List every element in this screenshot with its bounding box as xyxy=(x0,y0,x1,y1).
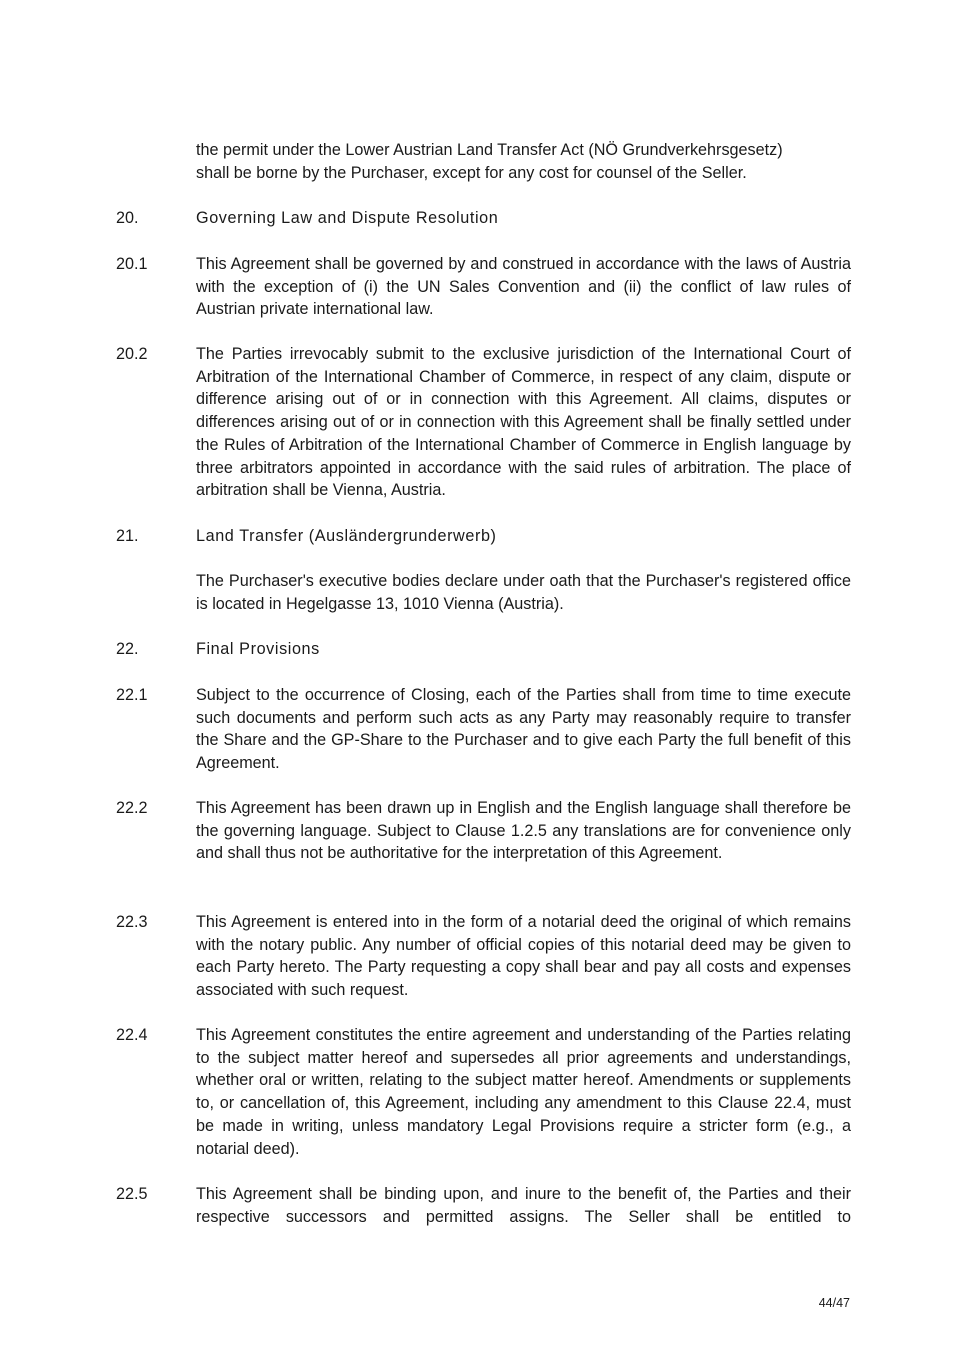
clause-text: This Agreement shall be governed by and construed in accordance with the laws of Austria with the exception of (i) the UN Sales Convention and (ii) the conflict of law rules of Austrian private international law. xyxy=(196,255,851,319)
continuation-paragraph xyxy=(196,139,851,184)
clause-number: 22.3 xyxy=(116,913,148,931)
page-number: 44/47 xyxy=(818,1296,850,1310)
section-body-text: The Purchaser's executive bodies declare under oath that the Purchaser's registered office is located in Hegelgasse 13, 1010 Vienna (Austria). xyxy=(196,572,851,613)
continuation-line-1: the permit under the Lower Austrian Land Transfer Act (NÖ Grundverkehrsgesetz) xyxy=(196,141,783,159)
section-title: Governing Law and Dispute Resolution xyxy=(196,209,499,227)
clause-number: 22.2 xyxy=(116,799,148,817)
clause-number: 20.1 xyxy=(116,255,148,273)
clause-number: 22.1 xyxy=(116,686,148,704)
clause-text: This Agreement shall be binding upon, and inure to the benefit of, the Parties and their respective successors and permitted assigns. The Seller shall be entitled to xyxy=(196,1185,851,1226)
clause-text: Subject to the occurrence of Closing, each of the Parties shall from time to time execute such documents and perform such acts as any Party may reasonably require to transfer the Share and the GP-Share to the Purchaser and to give each Party the full benefit of this Agreement. xyxy=(196,686,851,773)
section-title: Final Provisions xyxy=(196,640,320,658)
clause-text: This Agreement has been drawn up in English and the English language shall therefore be the governing language. Subject to Clause 1.2.5 any translations are for convenience only and shall thus not be authoritative for the interpretation of this Agreement. xyxy=(196,799,851,863)
continuation-line-2: shall be borne by the Purchaser, except for any cost for counsel of the Seller. xyxy=(196,163,747,182)
section-number: 21. xyxy=(116,527,139,545)
section-number: 20. xyxy=(116,209,139,227)
clause-number: 20.2 xyxy=(116,345,148,363)
clause-text: This Agreement is entered into in the form of a notarial deed the original of which remains with the notary public. Any number of official copies of this notarial deed may be given to each Party hereto. The Party requesting a copy shall bear and pay all costs and expenses associated with such request. xyxy=(196,913,851,1000)
clause-number: 22.4 xyxy=(116,1026,148,1044)
section-number: 22. xyxy=(116,640,139,658)
section-title: Land Transfer (Ausländergrunderwerb) xyxy=(196,527,497,545)
clause-text: This Agreement constitutes the entire agreement and understanding of the Parties relating to the subject matter hereof and supersedes all prior agreements and understandings, whether oral or written, relating to the subject matter hereof. Amendments or supplements to, or cancellation of, this Agreement, including any amendment to this Clause 22.4, must be made in writing, unless mandatory Legal Provisions require a stricter form (e.g., a notarial deed). xyxy=(196,1026,851,1158)
clause-text: The Parties irrevocably submit to the exclusive jurisdiction of the International Court of Arbitration of the International Chamber of Commerce, in respect of any claim, dispute or difference arising out of or in connection with this Agreement. All claims, disputes or differences arising out of or in connection with this Agreement shall be finally settled under the Rules of Arbitration of the International Chamber of Commerce in English language by three arbitrators appointed in accordance with the said rules of arbitration. The place of arbitration shall be Vienna, Austria. xyxy=(196,345,851,500)
clause-number: 22.5 xyxy=(116,1185,148,1203)
